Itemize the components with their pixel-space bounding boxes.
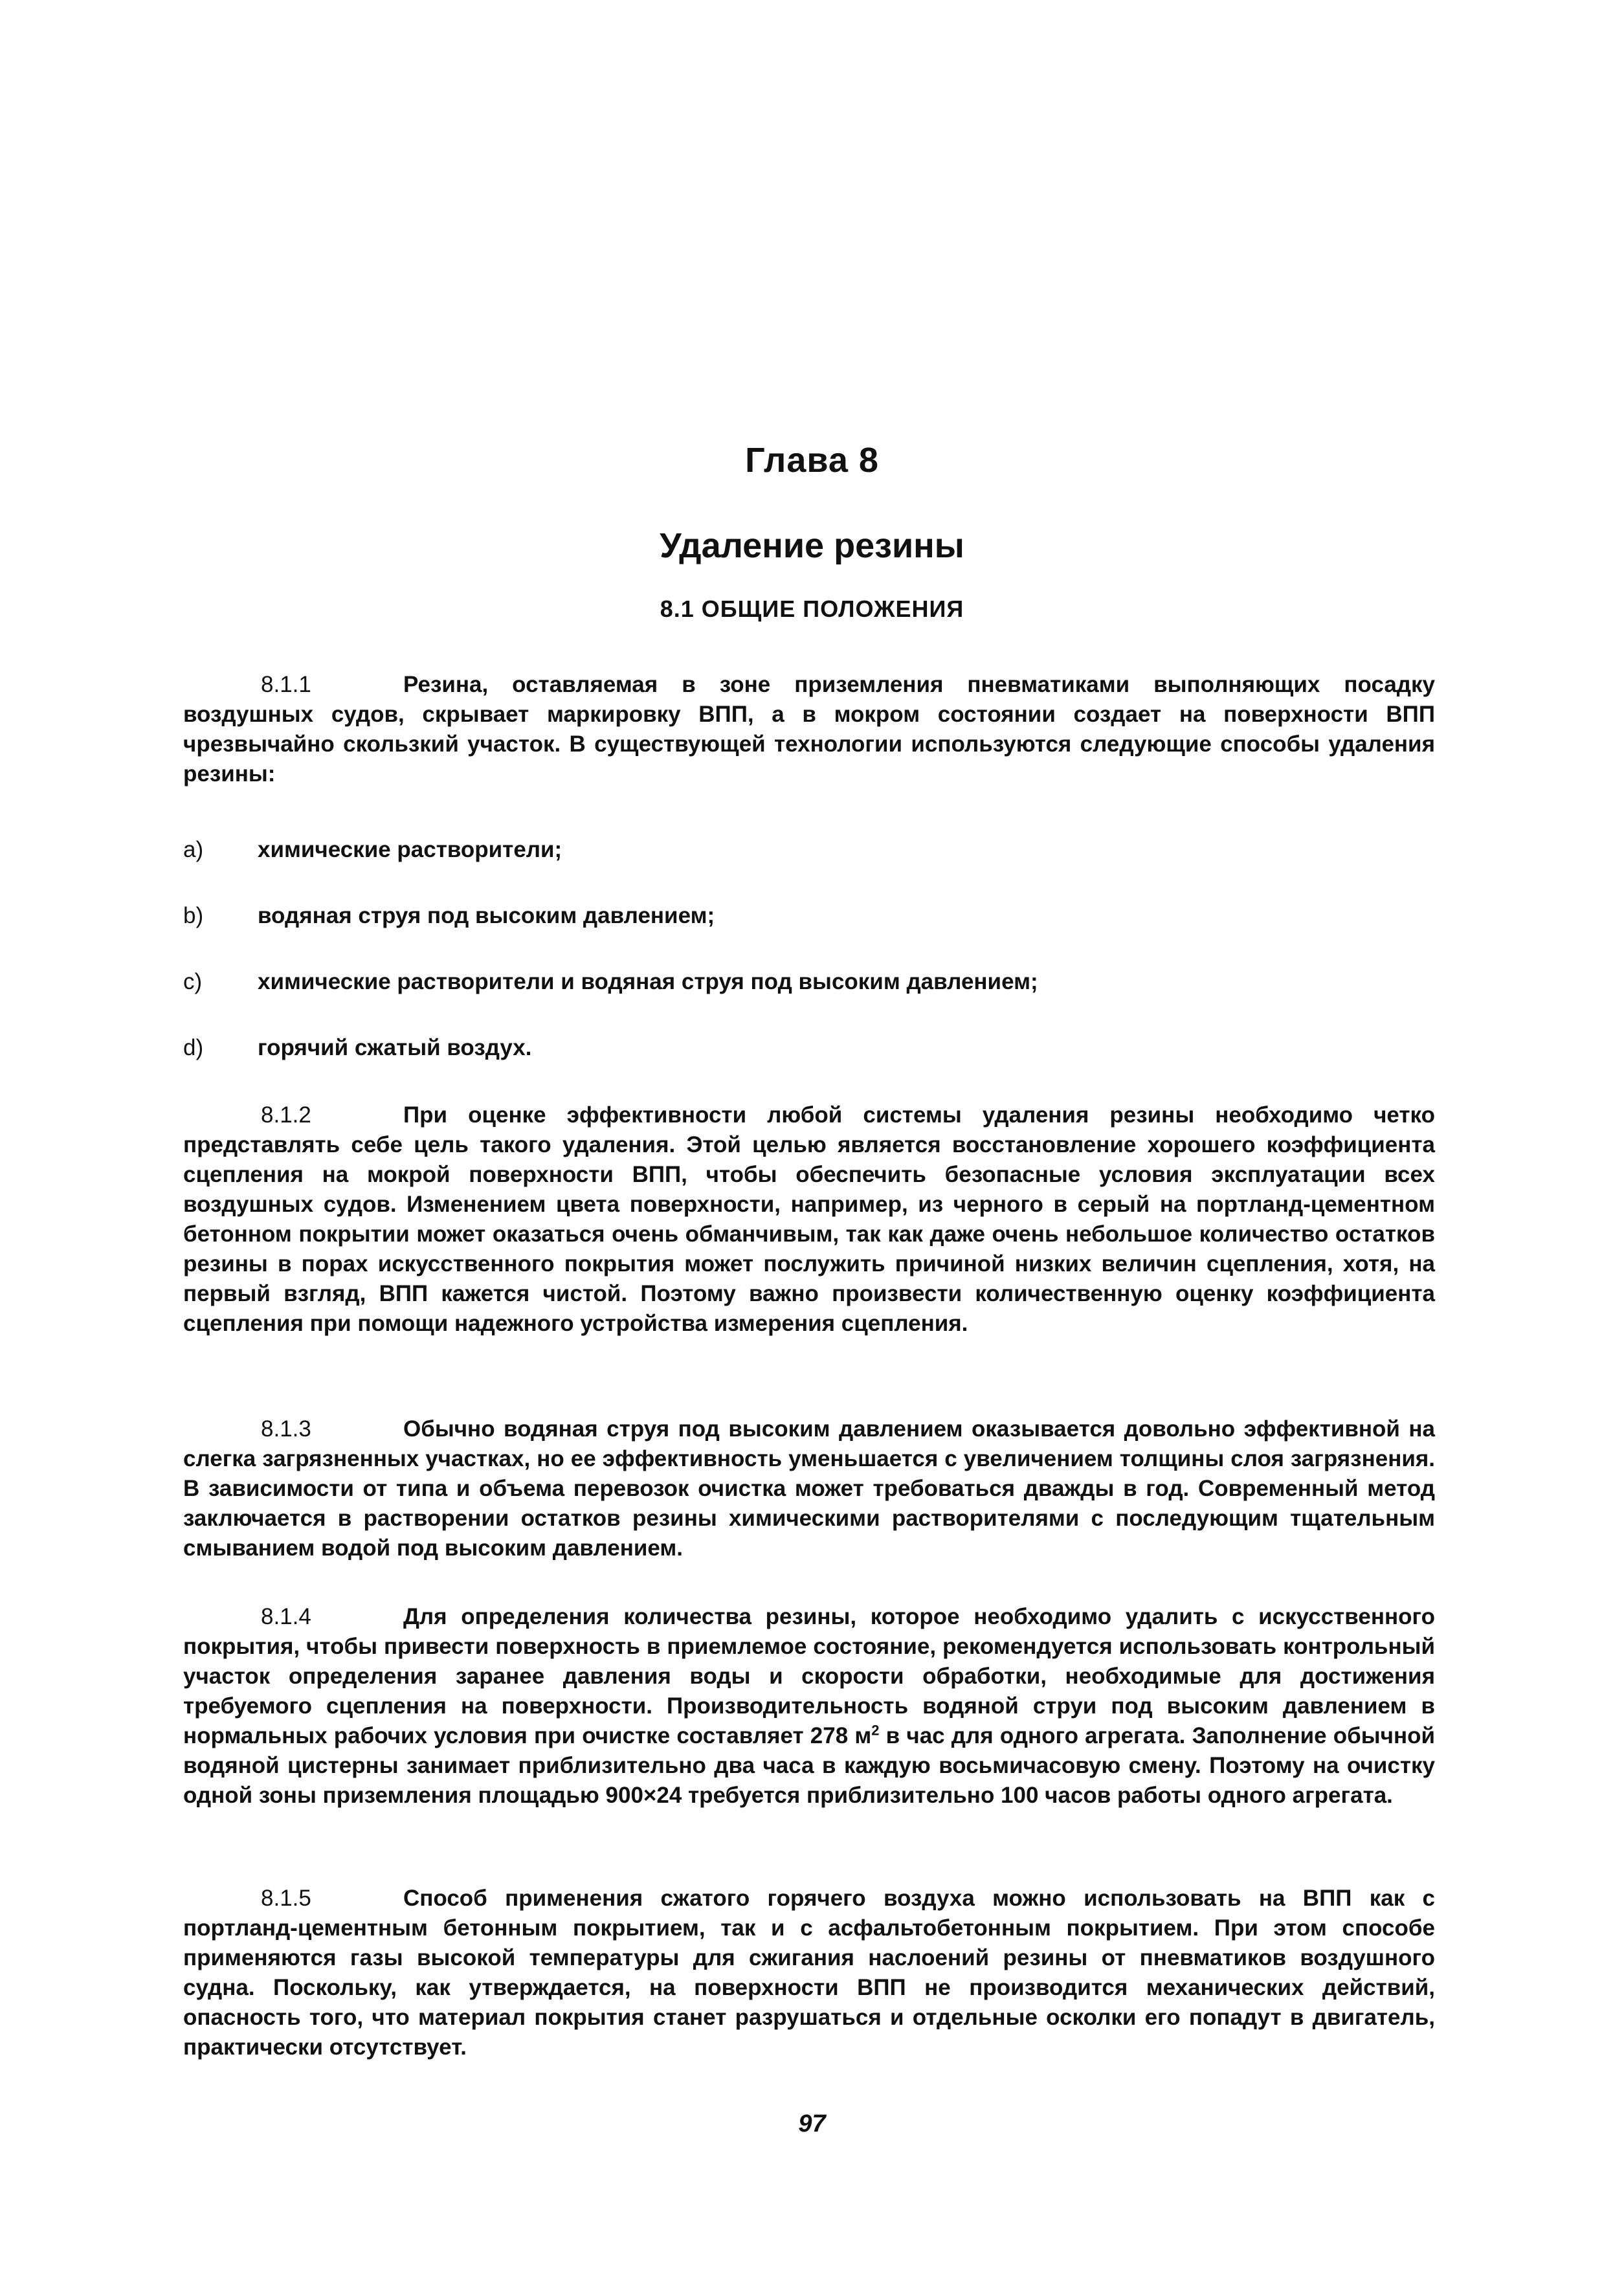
list-item-d (183, 1033, 531, 1063)
paragraph-number: 8.1.3 (261, 1416, 311, 1442)
list-item-text: химические растворители и водяная струя под высоким давлением; (258, 969, 1038, 994)
chapter-label: Глава 8 (745, 441, 879, 480)
list-item-b (183, 901, 715, 931)
list-item-text: химические растворители; (258, 837, 562, 862)
list-marker: b) (183, 903, 204, 928)
paragraph-number: 8.1.2 (261, 1102, 311, 1128)
chapter-title: Удаление резины (660, 526, 964, 565)
list-marker: c) (183, 969, 203, 994)
paragraph-8-1-5 (183, 1884, 1435, 2062)
list-item-a (183, 835, 562, 865)
paragraph-8-1-1 (183, 670, 1435, 789)
paragraph-text-part-1: Для определения количества резины, которое необходимо удалить с искусственного покрытия, чтобы привести поверхность в приемлемое состояние, рекомендуется использовать контрольный участок определения заранее давления воды и скорости обработки, необходимые для достижения требуемого сцепления на поверхности. Производительность водяной струи под высоким давлением в нормальных рабочих условия при очистке составляет 278 м (183, 1604, 1435, 1748)
paragraph-text-part-2: в час для одного агрегата. Заполнение обычной водяной цистерны занимает приблизительно два часа в каждую восьмичасовую смену. Поэтому на очистку одной зоны приземления площадью 900×24 требуется приблизительно 100 часов работы одного агрегата. (183, 1723, 1435, 1808)
page-number: 97 (798, 2110, 826, 2137)
paragraph-8-1-2 (183, 1100, 1435, 1339)
list-item-text: горячий сжатый воздух. (258, 1035, 532, 1060)
paragraph-number: 8.1.5 (261, 1886, 311, 1911)
list-marker: a) (183, 837, 204, 862)
paragraph-8-1-4 (183, 1602, 1435, 1811)
paragraph-text: При оценке эффективности любой системы удаления резины необходимо четко представлять себе цель такого удаления. Этой целью является восстановление хорошего коэффициента сцепления на мокрой поверхности ВПП, чтобы обеспечить безопасные условия эксплуатации всех воздушных судов. Изменением цвета поверхности, например, из черного в серый на портланд-цементном бетонном покрытии может оказаться очень обманчивым, так как даже очень небольшое количество остатков резины в порах искусственного покрытия может послужить причиной низких величин сцепления, хотя, на первый взгляд, ВПП кажется чистой. Поэтому важно произвести количественную оценку коэффициента сцепления при помощи надежного устройства измерения сцепления. (183, 1102, 1435, 1336)
paragraph-text: Способ применения сжатого горячего воздуха можно использовать на ВПП как с портланд-цементным бетонным покрытием, так и с асфальтобетонным покрытием. При этом способе применяются газы высокой температуры для сжигания наслоений резины от пневматиков воздушного судна. Поскольку, как утверждается, на поверхности ВПП не производится механических действий, опасность того, что материал покрытия станет разрушаться и отдельные осколки его попадут в двигатель, практически отсутствует. (183, 1886, 1435, 2060)
list-item-c (183, 967, 1038, 997)
paragraph-8-1-3 (183, 1414, 1435, 1563)
paragraph-text: Резина, оставляемая в зоне приземления пневматиками выполняющих посадку воздушных судов, скрывает маркировку ВПП, а в мокром состоянии создает на поверхности ВПП чрезвычайно скользкий участок. В существующей технологии используются следующие способы удаления резины: (183, 672, 1435, 786)
section-heading: 8.1 ОБЩИЕ ПОЛОЖЕНИЯ (660, 596, 964, 622)
list-item-text: водяная струя под высоким давлением; (258, 903, 715, 928)
paragraph-number: 8.1.4 (261, 1604, 311, 1629)
paragraph-text: Обычно водяная струя под высоким давлением оказывается довольно эффективной на слегка загрязненных участках, но ее эффективность уменьшается с увеличением толщины слоя загрязнения. В зависимости от типа и объема перевозок очистка может требоваться дважды в год. Современный метод заключается в растворении остатков резины химическими растворителями с последующим тщательным смыванием водой под высоким давлением. (183, 1416, 1435, 1561)
paragraph-number: 8.1.1 (261, 672, 311, 697)
list-marker: d) (183, 1035, 204, 1060)
superscript-squared: 2 (871, 1722, 880, 1739)
